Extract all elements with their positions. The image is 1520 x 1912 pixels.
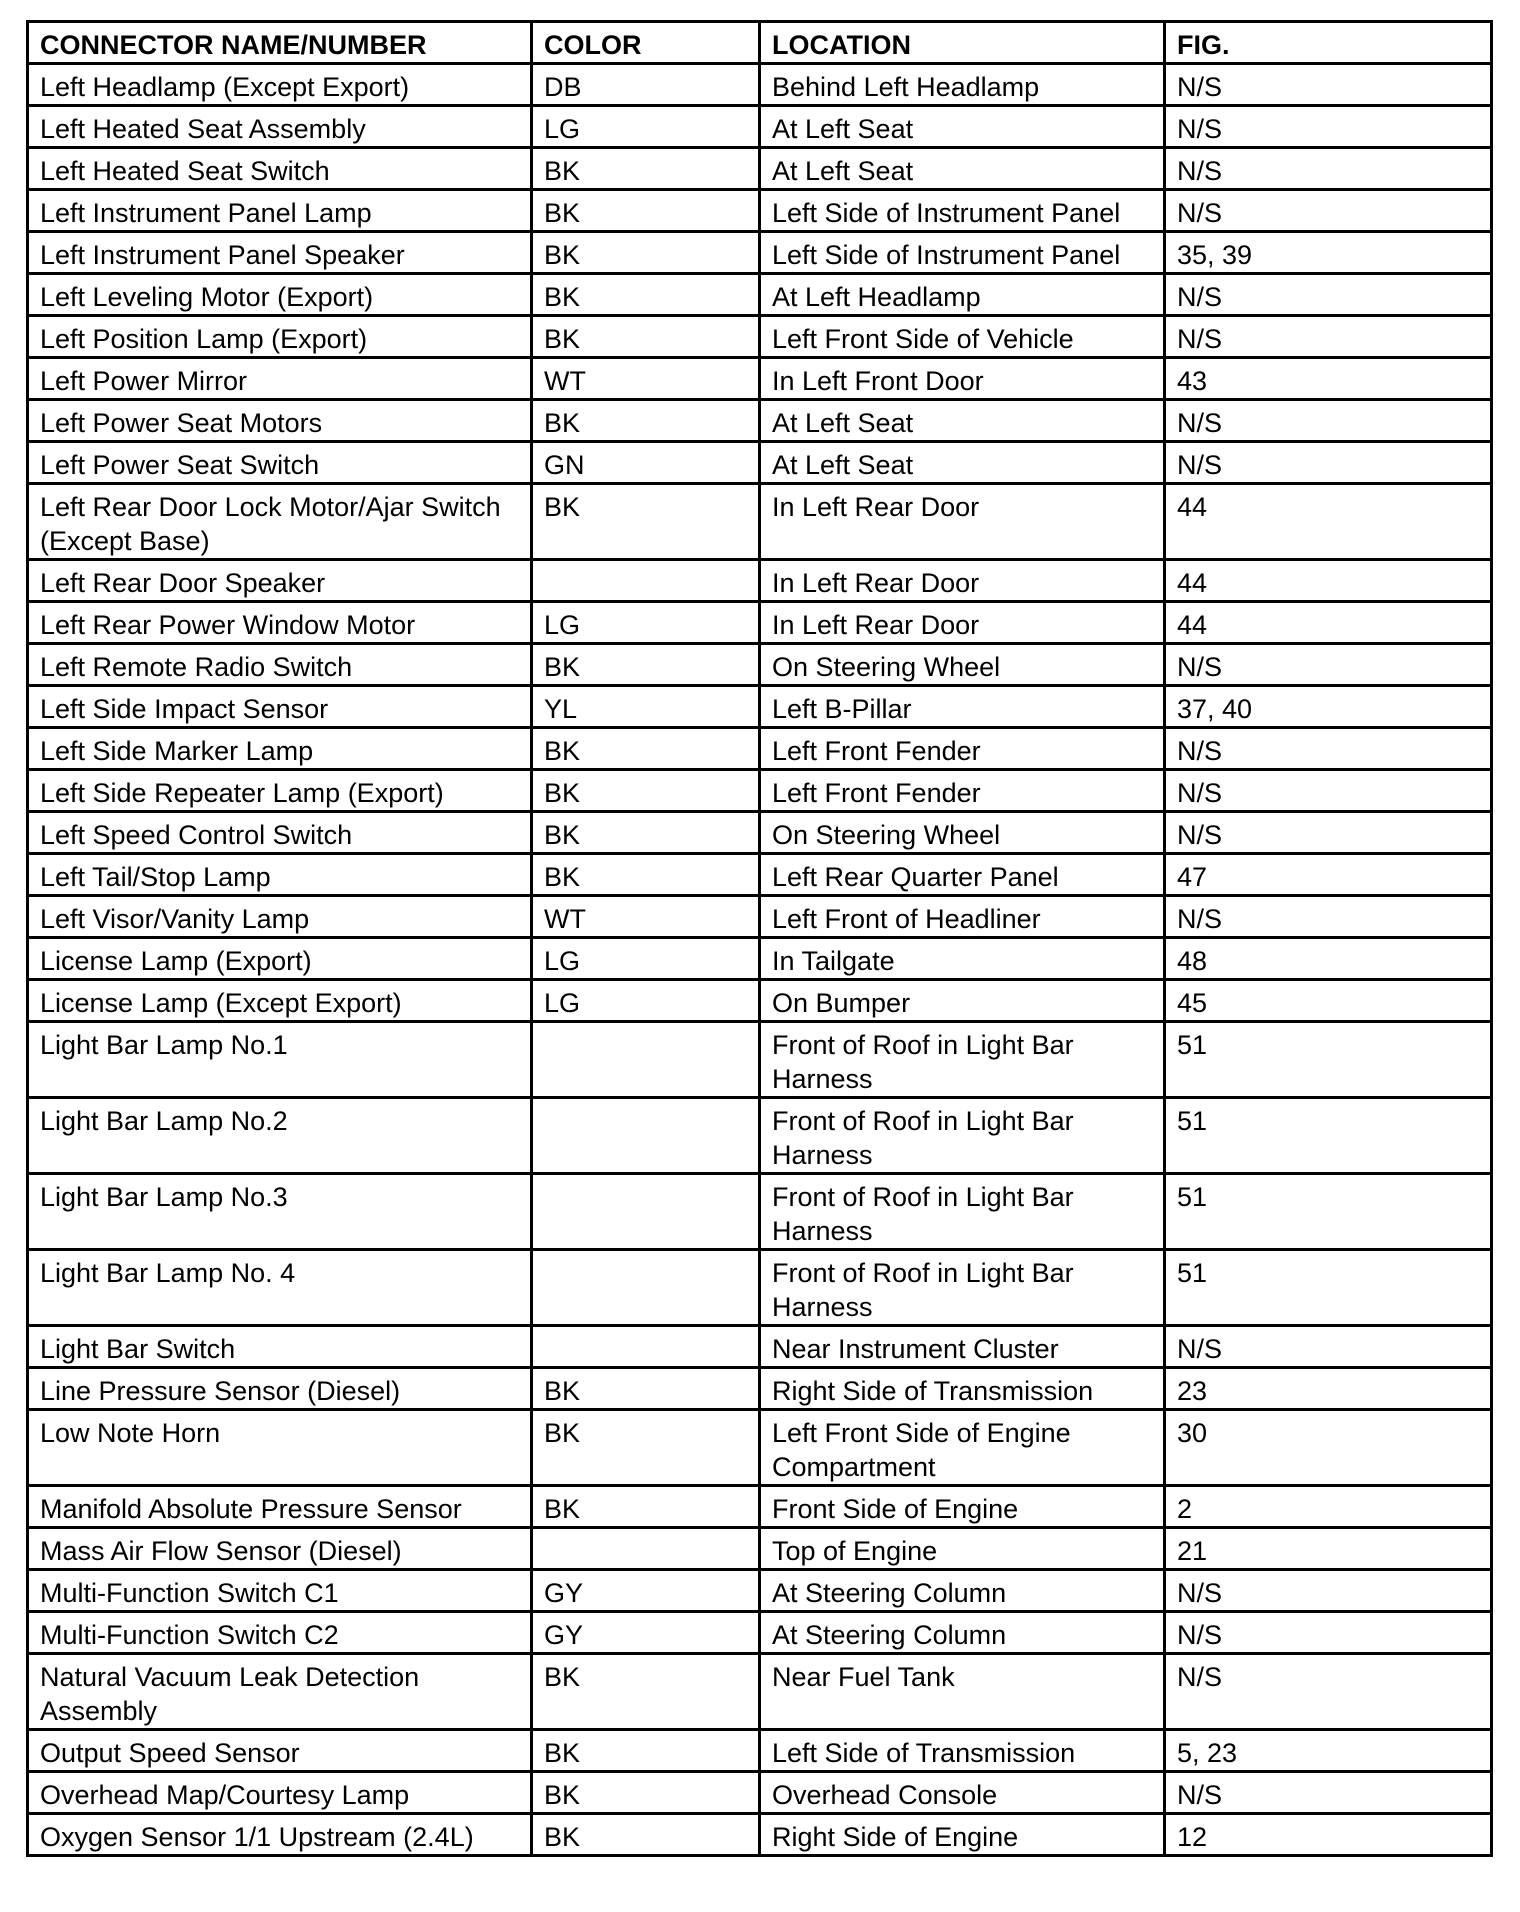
connector-name-cell: Left Power Seat Motors [28,400,532,442]
fig-cell: N/S [1165,148,1492,190]
location-cell: Left Front Fender [760,770,1165,812]
location-cell: At Left Seat [760,442,1165,484]
location-cell: Right Side of Engine [760,1814,1165,1856]
fig-cell: 23 [1165,1368,1492,1410]
column-header-fig: FIG. [1165,22,1492,64]
color-cell: YL [532,686,760,728]
fig-cell: N/S [1165,400,1492,442]
table-row [28,190,1492,232]
fig-cell: N/S [1165,1570,1492,1612]
location-cell: Top of Engine [760,1528,1165,1570]
connector-name-cell: Output Speed Sensor [28,1730,532,1772]
table-row [28,1612,1492,1654]
fig-cell: 51 [1165,1174,1492,1250]
color-cell: BK [532,1486,760,1528]
table-row [28,64,1492,106]
table-row [28,686,1492,728]
color-cell: BK [532,190,760,232]
connector-name-cell: Overhead Map/Courtesy Lamp [28,1772,532,1814]
fig-cell: N/S [1165,1326,1492,1368]
connector-name-cell: Light Bar Lamp No.3 [28,1174,532,1250]
connector-name-cell: Left Heated Seat Assembly [28,106,532,148]
color-cell: GN [532,442,760,484]
connector-name-cell: Oxygen Sensor 1/1 Upstream (2.4L) [28,1814,532,1856]
color-cell [532,1250,760,1326]
connector-name-cell: Mass Air Flow Sensor (Diesel) [28,1528,532,1570]
connector-name-cell: Light Bar Switch [28,1326,532,1368]
color-cell: GY [532,1570,760,1612]
fig-cell: N/S [1165,644,1492,686]
color-cell [532,1174,760,1250]
table-row [28,1528,1492,1570]
color-cell: BK [532,274,760,316]
connector-name-cell: Low Note Horn [28,1410,532,1486]
location-cell: Overhead Console [760,1772,1165,1814]
table-row [28,1250,1492,1326]
color-cell [532,1528,760,1570]
connector-name-cell: Light Bar Lamp No.2 [28,1098,532,1174]
connector-name-cell: Left Visor/Vanity Lamp [28,896,532,938]
table-row [28,1326,1492,1368]
table-row [28,148,1492,190]
column-header-color: COLOR [532,22,760,64]
location-cell: Near Fuel Tank [760,1654,1165,1730]
location-cell: Left Front Fender [760,728,1165,770]
header-row [28,22,1492,64]
connector-name-cell: Multi-Function Switch C1 [28,1570,532,1612]
fig-cell: N/S [1165,812,1492,854]
fig-cell: 44 [1165,560,1492,602]
table-row [28,1410,1492,1486]
table-row [28,1098,1492,1174]
fig-cell: 45 [1165,980,1492,1022]
location-cell: Front of Roof in Light Bar Harness [760,1174,1165,1250]
fig-cell: N/S [1165,442,1492,484]
color-cell: BK [532,400,760,442]
fig-cell: 21 [1165,1528,1492,1570]
connector-name-cell: Left Instrument Panel Speaker [28,232,532,274]
location-cell: Right Side of Transmission [760,1368,1165,1410]
location-cell: Left Side of Instrument Panel [760,190,1165,232]
color-cell: BK [532,1730,760,1772]
color-cell: BK [532,1772,760,1814]
color-cell: BK [532,484,760,560]
location-cell: On Steering Wheel [760,812,1165,854]
location-cell: Near Instrument Cluster [760,1326,1165,1368]
fig-cell: 43 [1165,358,1492,400]
fig-cell: 30 [1165,1410,1492,1486]
location-cell: In Left Front Door [760,358,1165,400]
color-cell [532,560,760,602]
fig-cell: 51 [1165,1098,1492,1174]
fig-cell: 51 [1165,1022,1492,1098]
connector-name-cell: Left Remote Radio Switch [28,644,532,686]
connector-name-cell: Manifold Absolute Pressure Sensor [28,1486,532,1528]
table-row [28,1772,1492,1814]
connector-name-cell: Left Position Lamp (Export) [28,316,532,358]
table-row [28,812,1492,854]
fig-cell: N/S [1165,64,1492,106]
table-body [28,64,1492,1856]
fig-cell: N/S [1165,1772,1492,1814]
location-cell: Left Front Side of Engine Compartment [760,1410,1165,1486]
table-row [28,602,1492,644]
fig-cell: N/S [1165,896,1492,938]
table-row [28,274,1492,316]
table-row [28,358,1492,400]
location-cell: In Left Rear Door [760,560,1165,602]
location-cell: In Tailgate [760,938,1165,980]
color-cell: BK [532,1654,760,1730]
color-cell: DB [532,64,760,106]
fig-cell: 44 [1165,484,1492,560]
color-cell: BK [532,316,760,358]
table-row [28,980,1492,1022]
fig-cell: 5, 23 [1165,1730,1492,1772]
column-header-connector-name: CONNECTOR NAME/NUMBER [28,22,532,64]
connector-name-cell: Left Speed Control Switch [28,812,532,854]
color-cell: BK [532,854,760,896]
color-cell: LG [532,602,760,644]
table-row [28,400,1492,442]
location-cell: On Steering Wheel [760,644,1165,686]
location-cell: Left Rear Quarter Panel [760,854,1165,896]
color-cell: BK [532,770,760,812]
location-cell: Left Front of Headliner [760,896,1165,938]
fig-cell: 44 [1165,602,1492,644]
color-cell: WT [532,358,760,400]
fig-cell: 2 [1165,1486,1492,1528]
table-row [28,770,1492,812]
location-cell: Front of Roof in Light Bar Harness [760,1022,1165,1098]
location-cell: Left Side of Transmission [760,1730,1165,1772]
connector-name-cell: Left Headlamp (Except Export) [28,64,532,106]
location-cell: In Left Rear Door [760,602,1165,644]
fig-cell: N/S [1165,1654,1492,1730]
connector-name-cell: Light Bar Lamp No.1 [28,1022,532,1098]
location-cell: Front of Roof in Light Bar Harness [760,1098,1165,1174]
fig-cell: 37, 40 [1165,686,1492,728]
location-cell: At Left Seat [760,400,1165,442]
connector-name-cell: Left Leveling Motor (Export) [28,274,532,316]
color-cell: BK [532,644,760,686]
connector-name-cell: Left Rear Door Speaker [28,560,532,602]
location-cell: On Bumper [760,980,1165,1022]
connector-name-cell: Left Side Impact Sensor [28,686,532,728]
table-row [28,1486,1492,1528]
table-row [28,854,1492,896]
connector-name-cell: Left Power Mirror [28,358,532,400]
fig-cell: N/S [1165,1612,1492,1654]
fig-cell: 47 [1165,854,1492,896]
connector-name-cell: Natural Vacuum Leak Detection Assembly [28,1654,532,1730]
color-cell [532,1098,760,1174]
connector-name-cell: Left Tail/Stop Lamp [28,854,532,896]
connector-table [26,20,1493,1857]
color-cell: BK [532,728,760,770]
color-cell: BK [532,148,760,190]
fig-cell: 35, 39 [1165,232,1492,274]
color-cell [532,1022,760,1098]
fig-cell: N/S [1165,316,1492,358]
location-cell: Left Front Side of Vehicle [760,316,1165,358]
color-cell: BK [532,812,760,854]
location-cell: At Left Headlamp [760,274,1165,316]
fig-cell: 48 [1165,938,1492,980]
table-row [28,644,1492,686]
location-cell: In Left Rear Door [760,484,1165,560]
fig-cell: N/S [1165,728,1492,770]
color-cell: LG [532,106,760,148]
table-row [28,1174,1492,1250]
location-cell: Left Side of Instrument Panel [760,232,1165,274]
location-cell: At Steering Column [760,1612,1165,1654]
color-cell: BK [532,1410,760,1486]
location-cell: At Steering Column [760,1570,1165,1612]
connector-name-cell: Left Side Repeater Lamp (Export) [28,770,532,812]
fig-cell: 12 [1165,1814,1492,1856]
table-row [28,1570,1492,1612]
location-cell: At Left Seat [760,148,1165,190]
table-row [28,560,1492,602]
table-row [28,106,1492,148]
fig-cell: N/S [1165,190,1492,232]
location-cell: Behind Left Headlamp [760,64,1165,106]
connector-name-cell: Left Rear Door Lock Motor/Ajar Switch (Except Base) [28,484,532,560]
color-cell: WT [532,896,760,938]
table-row [28,938,1492,980]
location-cell: Left B-Pillar [760,686,1165,728]
fig-cell: N/S [1165,106,1492,148]
connector-name-cell: Left Power Seat Switch [28,442,532,484]
location-cell: Front of Roof in Light Bar Harness [760,1250,1165,1326]
table-row [28,442,1492,484]
connector-name-cell: License Lamp (Export) [28,938,532,980]
table-row [28,316,1492,358]
table-row [28,1654,1492,1730]
color-cell: LG [532,938,760,980]
connector-name-cell: Left Rear Power Window Motor [28,602,532,644]
table-row [28,232,1492,274]
connector-name-cell: Left Heated Seat Switch [28,148,532,190]
connector-name-cell: Line Pressure Sensor (Diesel) [28,1368,532,1410]
connector-name-cell: License Lamp (Except Export) [28,980,532,1022]
color-cell [532,1326,760,1368]
fig-cell: 51 [1165,1250,1492,1326]
table-row [28,896,1492,938]
table-header [28,22,1492,64]
fig-cell: N/S [1165,770,1492,812]
connector-name-cell: Left Instrument Panel Lamp [28,190,532,232]
table-row [28,1730,1492,1772]
connector-name-cell: Multi-Function Switch C2 [28,1612,532,1654]
table-row [28,484,1492,560]
location-cell: Front Side of Engine [760,1486,1165,1528]
table-row [28,1814,1492,1856]
color-cell: BK [532,1368,760,1410]
connector-name-cell: Light Bar Lamp No. 4 [28,1250,532,1326]
column-header-location: LOCATION [760,22,1165,64]
location-cell: At Left Seat [760,106,1165,148]
table-row [28,728,1492,770]
color-cell: LG [532,980,760,1022]
table-row [28,1368,1492,1410]
fig-cell: N/S [1165,274,1492,316]
table-row [28,1022,1492,1098]
connector-name-cell: Left Side Marker Lamp [28,728,532,770]
color-cell: BK [532,232,760,274]
color-cell: GY [532,1612,760,1654]
color-cell: BK [532,1814,760,1856]
